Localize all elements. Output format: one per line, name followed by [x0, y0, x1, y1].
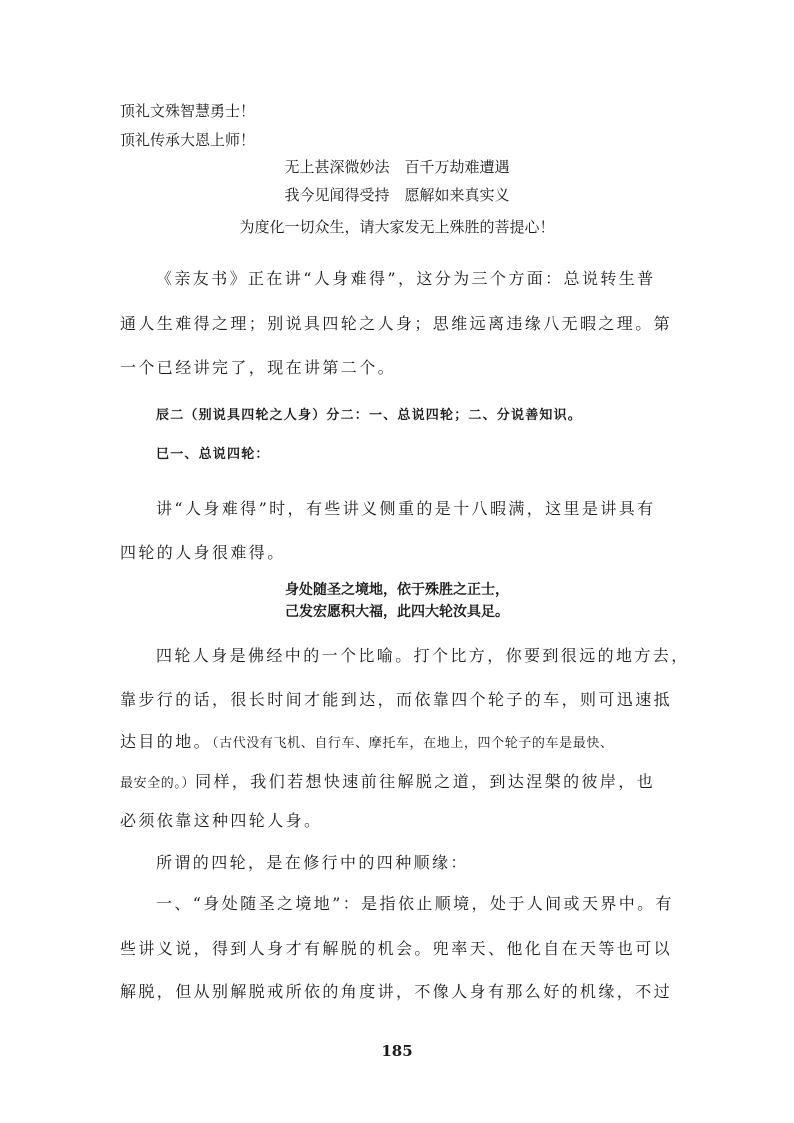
para4-line-3: 解脱，但从别解脱戒所依的角度讲，不像人身有那么好的机缘，不过: [120, 982, 673, 1001]
para2-line-2: 靠步行的话，很长时间才能到达，而依靠四个轮子的车，则可迅速抵: [120, 690, 673, 709]
subsection-heading: 巳一、总说四轮：: [156, 447, 270, 462]
para2-note-part-2: 最安全的。）: [120, 776, 196, 791]
intro-line-3: 一个已经讲完了，现在讲第二个。: [120, 358, 397, 377]
para1-line-1: 讲“人身难得”时，有些讲义侧重的是十八暇满，这里是讲具有: [156, 499, 656, 518]
bodhicitta-line: 为度化一切众生，请大家发无上殊胜的菩提心！: [239, 218, 555, 236]
para2-line-3: [120, 729, 614, 752]
homage-line-2: 顶礼传承大恩上师！: [120, 131, 256, 149]
para2-line-1: 四轮人身是佛经中的一个比喻。打个比方，你要到很远的地方去，: [156, 646, 690, 665]
para2-line-3-main: 达目的地。: [120, 732, 213, 751]
para3-line: 所谓的四轮，是在修行中的四种顺缘：: [156, 853, 469, 872]
intro-line-2: 通人生难得之理；别说具四轮之人身；思维远离违缘八无暇之理。第: [120, 314, 673, 333]
para1-line-2: 四轮的人身很难得。: [120, 543, 286, 562]
page-number: 185: [381, 1042, 413, 1060]
para4-line-2: 些讲义说，得到人身才有解脱的机会。兜率天、他化自在天等也可以: [120, 939, 673, 958]
intro-line-1: 《亲友书》正在讲“人身难得”，这分为三个方面：总说转生普: [156, 269, 656, 288]
para4-line-1: 一、“身处随圣之境地”：是指依止顺境，处于人间或天界中。有: [156, 894, 674, 913]
verse-line-2: 我今见闻得受持 愿解如来真实义: [284, 186, 510, 204]
para2-line-4: [120, 769, 655, 792]
outline-heading: 辰二（别说具四轮之人身）分二：一、总说四轮；二、分说善知识。: [156, 408, 583, 423]
para2-line-4-main: 同样，我们若想快速前往解脱之道，到达涅槃的彼岸，也: [195, 772, 656, 791]
homage-line-1: 顶礼文殊智慧勇士！: [120, 102, 256, 120]
para2-note-part-1: （古代没有飞机、自行车、摩托车，在地上，四个轮子的车是最快、: [212, 736, 614, 751]
verse-line-1: 无上甚深微妙法 百千万劫难遭遇: [284, 158, 510, 176]
quote-line-1: 身处随圣之境地，依于殊胜之正士，: [285, 582, 509, 598]
para2-line-5: 必须依靠这种四轮人身。: [120, 811, 323, 830]
quote-line-2: 己发宏愿积大福，此四大轮汝具足。: [285, 604, 509, 620]
